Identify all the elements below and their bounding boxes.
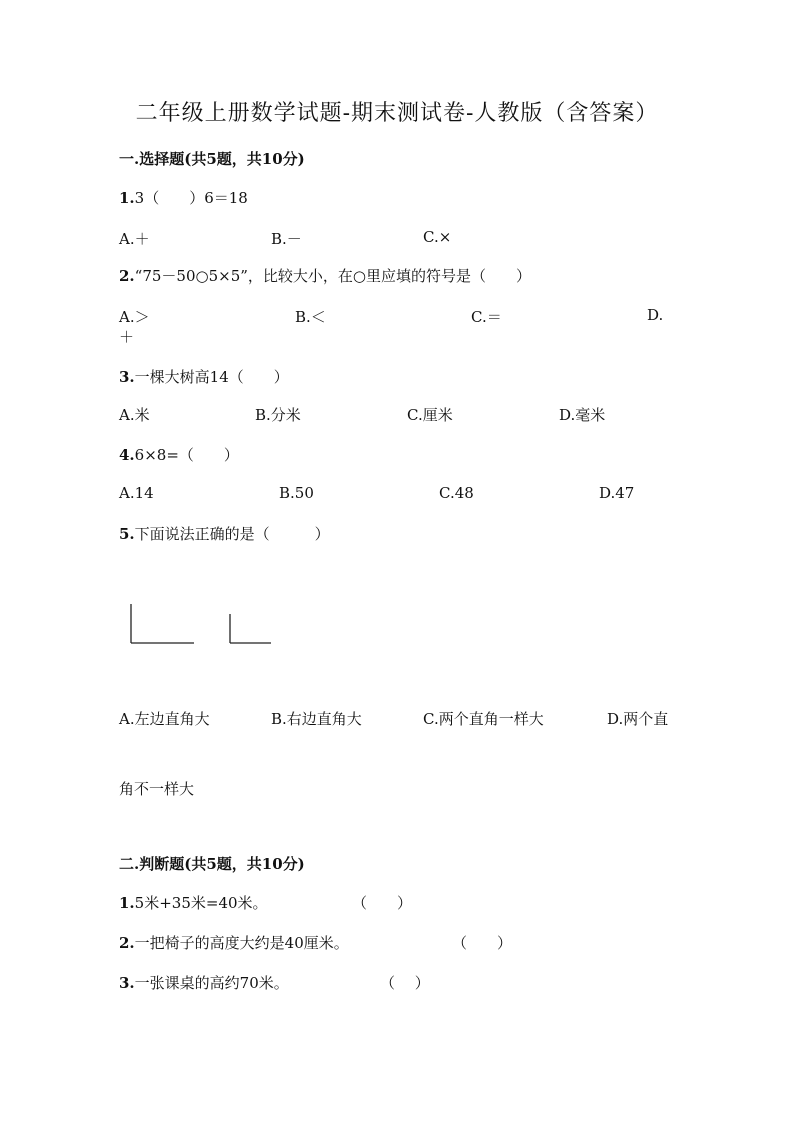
section-heading-judgment: 二.判断题(共5题，共10分): [119, 855, 305, 873]
question-text: 5米+35米=40米。: [134, 894, 268, 912]
q5-option-d-continued: 角不一样大: [119, 780, 195, 798]
question-2: [119, 265, 531, 286]
judgment-1: [119, 892, 268, 913]
q5-option-a: A.左边直角大: [119, 710, 210, 728]
question-number: 3.: [119, 368, 135, 386]
judgment-2-answer-blank[interactable]: （ ）: [452, 934, 513, 952]
question-number: 5.: [119, 525, 135, 543]
question-text: 一把椅子的高度大约是40厘米。: [134, 934, 349, 952]
question-text: 一棵大树高14（ ）: [134, 368, 289, 386]
q2-option-a: A.＞: [119, 308, 150, 326]
question-text: 下面说法正确的是（ ）: [134, 525, 330, 543]
q4-option-c: C.48: [439, 484, 474, 502]
section-heading-choice: 一.选择题(共5题，共10分): [119, 150, 305, 168]
page-title: 二年级上册数学试题-期末测试卷-人教版（含答案）: [135, 101, 659, 126]
q1-option-a: A.＋: [119, 230, 150, 248]
judgment-1-answer-blank[interactable]: （ ）: [352, 894, 413, 912]
judgment-3: [119, 972, 289, 993]
q3-option-a: A.米: [119, 406, 150, 424]
q2-option-d: D.: [647, 306, 664, 324]
question-number: 3.: [119, 974, 135, 992]
q2-option-c: C.＝: [471, 308, 502, 326]
q2-option-d-continued: ＋: [119, 328, 135, 346]
question-number: 1.: [119, 189, 135, 207]
question-5: [119, 523, 330, 544]
q5-option-d: D.两个直: [607, 710, 669, 728]
q4-option-d: D.47: [599, 484, 635, 502]
question-1: [119, 187, 248, 208]
question-number: 2.: [119, 267, 135, 285]
q1-option-c: C.×: [423, 228, 452, 246]
question-3: [119, 366, 289, 387]
q3-option-b: B.分米: [255, 406, 301, 424]
right-angles-figure: [126, 600, 286, 650]
left-right-angle: [131, 604, 194, 643]
q3-option-c: C.厘米: [407, 406, 453, 424]
question-text: “75－50○5×5”，比较大小，在○里应填的符号是（ ）: [134, 267, 532, 285]
q5-option-b: B.右边直角大: [271, 710, 362, 728]
q2-option-b: B.＜: [295, 308, 326, 326]
question-number: 2.: [119, 934, 135, 952]
q4-option-b: B.50: [279, 484, 314, 502]
q5-option-c: C.两个直角一样大: [423, 710, 544, 728]
q1-option-b: B.－: [271, 230, 302, 248]
question-text: 6×8=（ ）: [134, 446, 239, 464]
question-number: 1.: [119, 894, 135, 912]
question-4: [119, 444, 239, 465]
right-right-angle: [230, 614, 271, 643]
q3-option-d: D.毫米: [559, 406, 606, 424]
judgment-3-answer-blank[interactable]: （ ）: [380, 974, 430, 992]
judgment-2: [119, 932, 349, 953]
question-text: 一张课桌的高约70米。: [134, 974, 289, 992]
question-text: 3（ ）6＝18: [134, 189, 248, 207]
question-number: 4.: [119, 446, 135, 464]
q4-option-a: A.14: [119, 484, 154, 502]
